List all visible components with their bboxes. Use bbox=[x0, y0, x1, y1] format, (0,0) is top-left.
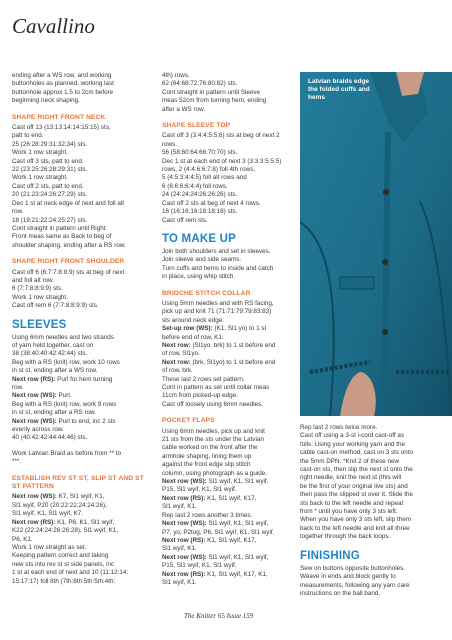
text-column-1 bbox=[12, 72, 144, 586]
text-line: Next row (RS): K1, P6, K1, Sl1 wyif, bbox=[12, 518, 115, 526]
text-line: Work 1 row straight. bbox=[12, 174, 68, 182]
text-line: cast-on sts, then slip the next st onto the bbox=[300, 466, 413, 474]
text-line: ending after a WS row, and working bbox=[12, 72, 112, 79]
heading-establish-pattern: ESTABLISH REV ST ST, SLIP ST AND ST ST PATTERN bbox=[12, 474, 144, 491]
text-line: 20 (21:23:24:26:27:29) sts. bbox=[12, 191, 88, 199]
text-line: Next row: (brk, Sl1yo) to 1 st before end bbox=[162, 358, 276, 366]
text-line: Next row (RS): K1, Sl1 wyif, K17, K1, bbox=[162, 570, 268, 578]
text-line: be the first of your original live sts) and bbox=[300, 482, 408, 490]
text-line: P6, K1. bbox=[12, 535, 33, 543]
text-line: Cast off 3 sts, patt to end. bbox=[12, 157, 84, 165]
text-line: Beg with a RS (knit) row, work 10 rows bbox=[12, 358, 120, 366]
text-line: new sts into rev st st side panels, inc bbox=[12, 560, 115, 568]
text-line: 56 (58:60:64:66:70:70) sts. bbox=[162, 149, 238, 157]
text-line: Cast off 2 sts, patt to end. bbox=[12, 182, 84, 190]
text-line: Sl1 wyif, P20 (20:22:22:24:24:26), bbox=[12, 501, 107, 509]
text-line: 6 (6:6:6:6:4:4) foll rows. bbox=[162, 182, 228, 190]
text-line: patt to end. bbox=[12, 132, 44, 140]
heading-shape-sleeve-top: SHAPE SLEEVE TOP bbox=[162, 122, 231, 130]
text-line: shoulder shaping, ending after a RS row. bbox=[12, 241, 126, 249]
page-footer bbox=[184, 612, 253, 620]
text-line: buttonhole approx 1.5 to 2cm before bbox=[12, 88, 114, 96]
publication-section-title: Cavallino bbox=[12, 14, 95, 38]
text-line: evenly across row. bbox=[12, 426, 64, 434]
col2-sec3-body bbox=[162, 300, 294, 409]
text-line: 1 st at each end of next and 10 (11:12:14: bbox=[12, 569, 129, 577]
col1-sec3-body bbox=[12, 334, 144, 443]
text-line: 5 (4:5:3:4:4:5) foll alt rows and bbox=[162, 174, 247, 182]
text-line: Cast off rem sts. bbox=[162, 216, 208, 224]
text-line: Sl1 wyif, K1. bbox=[162, 545, 197, 553]
text-line: Keeping pattern correct and taking bbox=[12, 552, 109, 560]
col2-sec2-body bbox=[162, 248, 294, 282]
text-line: Next row (RS): K1, Sl1 wyif, K17, bbox=[162, 494, 257, 502]
text-line: Next row (RS): Purl for hem turning bbox=[12, 375, 113, 383]
text-line: pick up and knit 71 (71:71:79:79:83:83) bbox=[162, 308, 272, 316]
text-line: of yarn held together, cast on bbox=[12, 341, 94, 349]
text-line: Next row: (Sl1yo, brk) to 1 st before end bbox=[162, 341, 276, 349]
text-line: Cast off loosely using 6mm needles. bbox=[162, 400, 264, 408]
text-line: 40 (40:42:42:44:44:46) sts. bbox=[12, 434, 88, 442]
text-line: Next row (WS): Sl1 wyif, K1, Sl1 wyif, bbox=[162, 553, 269, 561]
text-line: Front meas same as Back to beg of bbox=[12, 233, 112, 241]
footer-issue: Issue 159 bbox=[226, 612, 254, 620]
text-line: Sl1 wyif, K1, Sl1 wyif, K7. bbox=[12, 510, 84, 518]
text-line: Dec 1 st at neck edge of next and foll alt bbox=[12, 199, 125, 207]
text-line: buttonholes as planned, working last bbox=[12, 80, 114, 88]
text-line: Beg with a RS (knit) row, work 9 rows bbox=[12, 400, 117, 408]
heading-finishing: FINISHING bbox=[300, 549, 360, 562]
text-line: Join both shoulders and set in sleeves. bbox=[162, 247, 271, 255]
text-line: after a WS row. bbox=[162, 105, 206, 113]
footer-magazine: The Knitter bbox=[184, 612, 217, 620]
col1-sec4-body bbox=[12, 493, 144, 585]
text-line: Weave in ends and block gently to bbox=[300, 573, 396, 581]
text-line: right needle, knit the next st (this will bbox=[300, 474, 402, 482]
text-line: column, using photograph as a guide. bbox=[162, 469, 268, 477]
text-line: Sew on buttons opposite buttonholes. bbox=[300, 564, 406, 572]
text-line: These last 2 rows set pattern. bbox=[162, 375, 245, 383]
text-line: 6 (7:7:8:8:9:9) sts. bbox=[12, 285, 63, 293]
text-line: Cont straight in pattern until Sleeve bbox=[162, 88, 261, 96]
sweater-illustration bbox=[300, 72, 452, 416]
text-line: sts back to the left needle and repeat bbox=[300, 499, 404, 507]
text-line: Next row (WS): K7, Sl1 wyif, K1, bbox=[12, 493, 105, 501]
text-line: meas 52cm from turning hem, ending bbox=[162, 97, 267, 105]
text-line: 11cm from picked-up edge. bbox=[162, 392, 238, 400]
text-line: P15, Sl1 wyif, K1, Sl1 wyif. bbox=[162, 562, 237, 570]
text-line: Using 5mm needles and with RS facing, bbox=[162, 299, 274, 307]
heading-to-make-up: TO MAKE UP bbox=[162, 232, 236, 245]
text-line: and foll alt row. bbox=[12, 276, 55, 284]
heading-shape-right-front-shoulder: SHAPE RIGHT FRONT SHOULDER bbox=[12, 258, 125, 266]
text-line: Set-up row (WS): (K1, Sl1 yo) to 1 st bbox=[162, 325, 267, 333]
text-line: When you have only 3 sts left, slip them bbox=[300, 516, 411, 524]
text-line: in place, using whip stitch. bbox=[162, 273, 236, 281]
col3-sec1-body bbox=[300, 565, 440, 599]
text-line: 24 (24:24:24:26:26:26) sts. bbox=[162, 191, 238, 199]
text-line: Cast off 3 (3:4:4:5:5:6) sts at beg of next 2 bbox=[162, 132, 280, 140]
text-line: Cast off 2 sts at beg of next 4 rows. bbox=[162, 199, 261, 207]
text-line: 16 (16:16:16:18:18:18) sts. bbox=[162, 208, 238, 216]
text-line: Next row (WS): Purl to end, inc 2 sts bbox=[12, 417, 116, 425]
text-line: folls: Using your working yarn and the bbox=[300, 440, 405, 448]
text-line: P7, yo, P2tog, P6, Sl1 wyif, K1, Sl1 wyif. bbox=[162, 528, 275, 536]
text-line: Work 1 row straight as set. bbox=[12, 543, 87, 551]
text-line: 38 (38:40:40:42:42:44) sts. bbox=[12, 350, 88, 358]
text-line: against the front edge slip stitch bbox=[162, 461, 251, 469]
col3-lead bbox=[300, 424, 440, 542]
text-line: rows, 2 (4:4:6:6:7:8) foll 4th rows, bbox=[162, 166, 256, 174]
text-line: instructions on the ball band. bbox=[300, 589, 381, 597]
col1-sec2-body bbox=[12, 269, 144, 311]
text-line: Next row (RS): K1, Sl1 wyif, K17, bbox=[162, 536, 257, 544]
text-line: in st st, ending after a RS row. bbox=[12, 409, 96, 417]
text-line: Work 1 row straight. bbox=[12, 293, 68, 301]
text-line: Sl1 wyif, K1. bbox=[162, 503, 197, 511]
text-line: Cast off 13 (13:13:14:14:15:15) sts, bbox=[12, 124, 111, 132]
text-line: Using 6mm needles, pick up and knit bbox=[162, 427, 265, 435]
text-line: Cast off rem 6 (7:7:8:8:9:9) sts. bbox=[12, 302, 99, 310]
text-line: Cast off using a 3-st i-cord cast-off as bbox=[300, 432, 405, 440]
col2-sec4-body bbox=[162, 428, 294, 588]
text-line: row. bbox=[12, 208, 24, 216]
col1-sec3b-body bbox=[12, 450, 144, 467]
text-line: Cast off 6 (6:7:7:8:8:9) sts at beg of next bbox=[12, 268, 125, 276]
photo-caption: Latvian braids edge the folded cuffs and hems bbox=[308, 78, 370, 101]
heading-sleeves: SLEEVES bbox=[12, 318, 67, 331]
text-line: 4th) rows. bbox=[162, 72, 190, 79]
text-line: armhole shaping, lining them up bbox=[162, 452, 252, 460]
text-line: then pass the slipped st over it. Slide the bbox=[300, 491, 414, 499]
text-line: from * until you have only 3 sts left. bbox=[300, 508, 398, 516]
text-line: 15:17:17) foll 8th (7th:6th:5th:5th:4th: bbox=[12, 577, 116, 585]
text-line: Sl1 wyif, K1. bbox=[162, 578, 197, 586]
text-line: Using 6mm needles and two strands bbox=[12, 333, 114, 341]
text-line: Rep last 2 rows twice more. bbox=[300, 424, 378, 431]
text-line: Join sleeve and side seams. bbox=[162, 256, 242, 264]
text-line: P15, Sl1 wyif, K1, Sl1 wyif. bbox=[162, 486, 237, 494]
text-line: ***. bbox=[12, 458, 22, 466]
text-column-3 bbox=[300, 424, 440, 598]
footer-page-number: 65 bbox=[217, 612, 225, 620]
col1-sec1-body bbox=[12, 124, 144, 250]
text-line: rows. bbox=[162, 140, 178, 148]
text-line: 25 (26:28:29:31:32:34) sts. bbox=[12, 140, 88, 148]
heading-brioche-stitch-collar: BRIOCHE STITCH COLLAR bbox=[162, 289, 251, 297]
text-line: before end of row, K1. bbox=[162, 333, 224, 341]
text-line: back to the left needle and knit all three bbox=[300, 524, 410, 532]
text-line: sts around neck edge. bbox=[162, 316, 224, 324]
text-line: Turn cuffs and hems to inside and catch bbox=[162, 264, 274, 272]
col1-lead bbox=[12, 72, 144, 106]
text-line: cable worked on the front after the bbox=[162, 444, 258, 452]
text-line: measurements, following any yarn care bbox=[300, 581, 410, 589]
text-line: of row, brk. bbox=[162, 367, 193, 375]
text-line: Cont straight in pattern until Right bbox=[12, 224, 106, 232]
text-line: cable cast-on method, cast on 3 sts onto bbox=[300, 449, 414, 457]
text-line: beginning neck shaping. bbox=[12, 97, 80, 105]
text-line: 22 (23:25:26:28:29:31) sts. bbox=[12, 166, 88, 174]
heading-pocket-flaps: POCKET FLAPS bbox=[162, 417, 215, 425]
text-line: Work 1 row straight. bbox=[12, 149, 68, 157]
text-line: of row, Sl1yo. bbox=[162, 350, 200, 358]
text-line: Dec 1 st at each end of next 3 (3:3:3:5:5:5) bbox=[162, 157, 282, 165]
col2-sec1-body bbox=[162, 132, 294, 224]
text-line: Next row (WS): Purl. bbox=[12, 392, 72, 400]
sweater-photo bbox=[300, 72, 452, 416]
text-line: 21 sts from the sts under the Latvian bbox=[162, 436, 264, 444]
heading-shape-right-front-neck: SHAPE RIGHT FRONT NECK bbox=[12, 113, 106, 121]
text-line: Next row (WS): Sl1 wyif, K1, Sl1 wyif, bbox=[162, 478, 269, 486]
text-column-2 bbox=[162, 72, 294, 587]
text-line: Cont in pattern as set until collar meas bbox=[162, 384, 270, 391]
text-line: K22 (22:24:24:26:26:28), Sl1 wyif, K1, bbox=[12, 527, 119, 535]
text-line: row. bbox=[12, 384, 24, 391]
text-line: 62 (64:68:72:76:80:82) sts. bbox=[162, 80, 238, 88]
text-line: in st st, ending after a WS row. bbox=[12, 367, 98, 375]
text-line: 18 (19:21:22:24:25:27) sts. bbox=[12, 216, 88, 224]
text-line: the 5mm DPN. *Knit 2 of these new bbox=[300, 457, 400, 465]
text-line: Rep last 2 rows another 3 times. bbox=[162, 511, 253, 519]
text-line: together through the back loops. bbox=[300, 533, 391, 541]
col2-lead bbox=[162, 72, 294, 114]
text-line: Next row (WS): Sl1 wyif, K1, Sl1 wyif, bbox=[162, 520, 269, 528]
text-line: Work Latvian Braid as before from ** to bbox=[12, 449, 122, 457]
